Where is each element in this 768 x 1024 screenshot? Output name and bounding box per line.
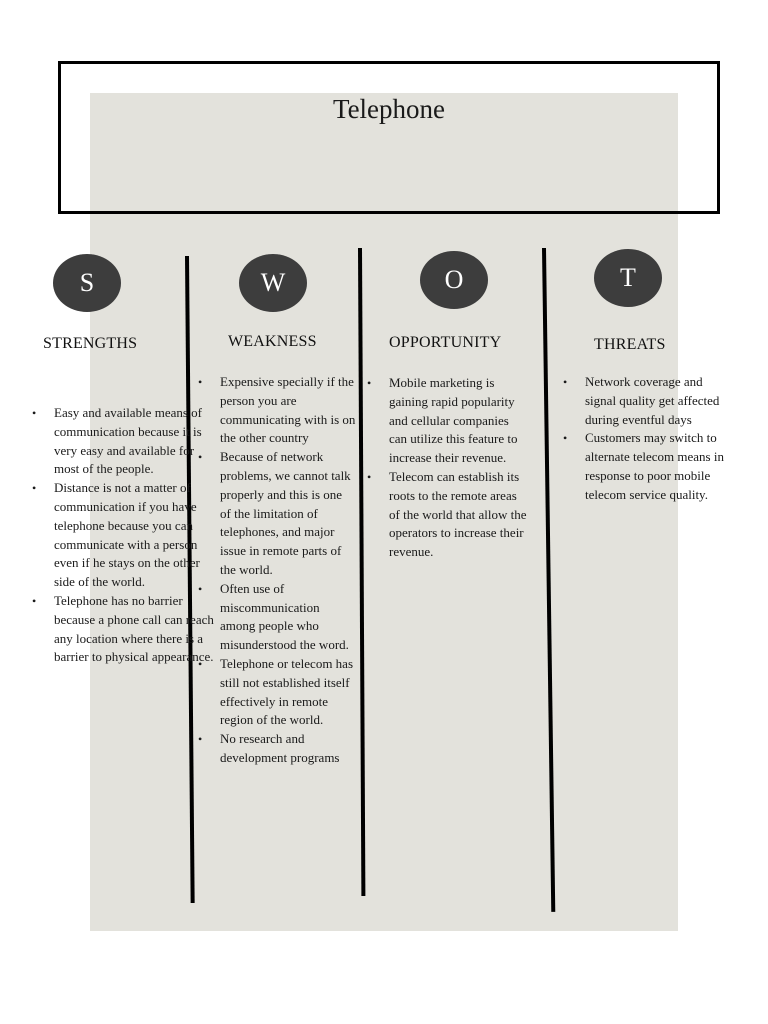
list-item: • Easy and available means of communication because it is very easy and available for most of the people. [54, 404, 220, 479]
list-item: • Often use of miscommunication among people who misunderstood the word. [220, 580, 356, 655]
letter-badge-o: O [420, 251, 488, 309]
list-item: • Telephone has no barrier because a phone call can reach any location where there is a barrier to physical appearance. [54, 592, 220, 667]
list-item: • Telecom can establish its roots to the remote areas of the world that allow the operators to increase their revenue. [389, 468, 529, 562]
list-item: • Distance is not a matter of communication if you have telephone because you can communicate with a person even if he stays on the other side of the world. [54, 479, 220, 592]
letter-badge-w: W [239, 254, 307, 312]
list-item: • Customers may switch to alternate telecom means in response to poor mobile telecom service quality. [585, 429, 729, 504]
letter-badge-t: T [594, 249, 662, 307]
list-item: • Telephone or telecom has still not established itself effectively in remote region of the world. [220, 655, 356, 730]
strengths-list [30, 404, 220, 667]
heading-opportunity: OPPORTUNITY [389, 334, 502, 351]
page-title: Telephone [332, 94, 446, 124]
list-item: • Network coverage and signal quality get affected during eventful days [585, 373, 729, 429]
heading-strengths: STRENGTHS [43, 335, 138, 352]
list-item: • Because of network problems, we cannot talk properly and this is one of the limitation of telephones, and major issue in remote parts of the world. [220, 448, 356, 580]
opportunity-list [365, 374, 529, 562]
weakness-list [196, 373, 356, 768]
list-item: • Mobile marketing is gaining rapid popularity and cellular companies can utilize this feature to increase their revenue. [389, 374, 529, 468]
title-frame [58, 61, 720, 214]
letter-badge-s: S [53, 254, 121, 312]
heading-threats: THREATS [594, 336, 666, 353]
heading-weakness: WEAKNESS [228, 333, 317, 350]
threats-list [561, 373, 729, 505]
list-item: • No research and development programs [220, 730, 356, 768]
list-item: • Expensive specially if the person you are communicating with is on the other country [220, 373, 356, 448]
